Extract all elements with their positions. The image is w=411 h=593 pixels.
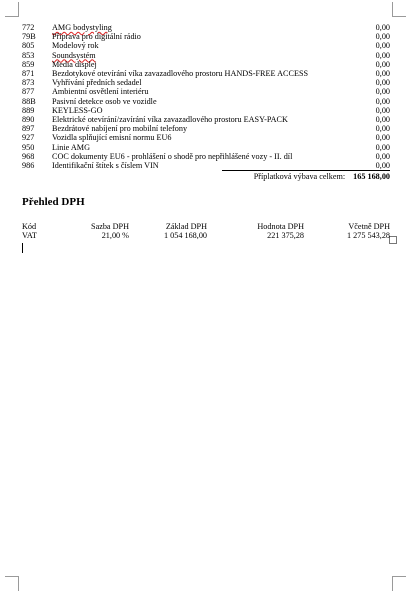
equipment-code: 877 — [22, 87, 35, 97]
vat-code: VAT — [22, 231, 37, 241]
equipment-code: 853 — [22, 50, 35, 60]
equipment-description — [52, 23, 354, 32]
equipment-description — [52, 106, 354, 115]
crop-mark-tr-h — [392, 16, 406, 17]
equipment-price: 0,00 — [375, 69, 390, 79]
equipment-row — [22, 124, 390, 133]
equipment-price: 0,00 — [375, 151, 390, 161]
equipment-row — [22, 23, 390, 32]
equipment-code: 927 — [22, 133, 35, 143]
equipment-description — [52, 97, 354, 106]
equipment-code: 897 — [22, 124, 35, 134]
vat-header-row — [22, 222, 390, 231]
vat-base: 1 054 168,00 — [164, 231, 207, 241]
crop-mark-tr-v — [392, 2, 393, 16]
equipment-code: 859 — [22, 59, 35, 69]
equipment-description-text: Modelový rok — [52, 41, 99, 51]
equipment-code: 88B — [22, 96, 36, 106]
equipment-description-text: Linie AMG — [52, 142, 90, 152]
crop-mark-br-v — [392, 577, 393, 591]
crop-mark-bl-v — [18, 577, 19, 591]
equipment-row — [22, 106, 390, 115]
equipment-description-text: Vyhřívání předních sedadel — [52, 78, 142, 88]
equipment-description — [52, 69, 354, 78]
text-cursor — [22, 243, 23, 253]
paragraph-mark-box — [389, 236, 397, 244]
equipment-description — [52, 51, 354, 60]
equipment-price: 0,00 — [375, 115, 390, 125]
equipment-description — [52, 115, 354, 124]
equipment-description — [52, 161, 354, 170]
vat-header-amount: Hodnota DPH — [257, 222, 304, 232]
equipment-description — [52, 133, 354, 142]
equipment-price: 0,00 — [375, 161, 390, 171]
equipment-price: 0,00 — [375, 50, 390, 60]
equipment-description-text: Media displej — [52, 59, 97, 69]
equipment-row — [22, 60, 390, 69]
equipment-price: 0,00 — [375, 23, 390, 32]
crop-mark-tl-h — [5, 16, 19, 17]
equipment-row — [22, 87, 390, 96]
equipment-description — [52, 78, 354, 87]
vat-total: 1 275 543,28 — [347, 231, 390, 241]
equipment-code: 805 — [22, 41, 35, 51]
equipment-code: 772 — [22, 23, 35, 32]
equipment-price: 0,00 — [375, 124, 390, 134]
equipment-description-text: AMG bodystyling — [52, 23, 112, 32]
equipment-row — [22, 133, 390, 142]
equipment-code: 871 — [22, 69, 35, 79]
equipment-row — [22, 41, 390, 50]
equipment-description — [52, 60, 354, 69]
vat-header-base: Základ DPH — [165, 222, 207, 232]
equipment-price: 0,00 — [375, 105, 390, 115]
equipment-description-text: Identifikační štítek s číslem VIN — [52, 161, 159, 171]
crop-mark-bl-h — [5, 576, 19, 577]
equipment-price: 0,00 — [375, 142, 390, 152]
equipment-row — [22, 161, 390, 170]
vat-table — [22, 222, 390, 240]
equipment-description — [52, 152, 354, 161]
equipment-list — [22, 23, 390, 170]
document-page — [22, 23, 390, 253]
equipment-code: 986 — [22, 161, 35, 171]
equipment-price: 0,00 — [375, 87, 390, 97]
equipment-price: 0,00 — [375, 96, 390, 106]
equipment-row — [22, 32, 390, 41]
crop-mark-tl-v — [18, 2, 19, 16]
equipment-description-text: COC dokumenty EU6 - prohlášení o shodě pro nepřihlášené vozy - II. díl — [52, 151, 293, 161]
total-value: 165 168,00 — [353, 172, 390, 182]
vat-data-row — [22, 231, 390, 240]
equipment-code: 79B — [22, 32, 36, 42]
equipment-row — [22, 115, 390, 124]
equipment-price: 0,00 — [375, 41, 390, 51]
equipment-price: 0,00 — [375, 32, 390, 42]
vat-header-code: Kód — [22, 222, 37, 232]
equipment-row — [22, 143, 390, 152]
equipment-description — [52, 143, 354, 152]
equipment-description-text: Soundsystém — [52, 50, 96, 60]
crop-mark-br-h — [392, 576, 406, 577]
equipment-price: 0,00 — [375, 59, 390, 69]
equipment-row — [22, 69, 390, 78]
total-label: Příplatková výbava celkem: — [253, 172, 346, 182]
equipment-description — [52, 124, 354, 133]
equipment-code: 890 — [22, 115, 35, 125]
equipment-price: 0,00 — [375, 133, 390, 143]
equipment-code: 873 — [22, 78, 35, 88]
equipment-price: 0,00 — [375, 78, 390, 88]
equipment-description — [52, 87, 354, 96]
total-row — [22, 170, 390, 182]
vat-header-rate: Sazba DPH — [91, 222, 129, 232]
equipment-description-text: KEYLESS-GO — [52, 105, 103, 115]
equipment-row — [22, 51, 390, 60]
equipment-description-text: Bezdotykové otevírání víka zavazadlového prostoru HANDS-FREE ACCESS — [52, 69, 309, 79]
equipment-description-text: Vozidla splňující emisní normu EU6 — [52, 133, 172, 143]
equipment-row — [22, 97, 390, 106]
equipment-row — [22, 78, 390, 87]
equipment-description-text: Bezdrátové nabíjení pro mobilní telefony — [52, 124, 188, 134]
equipment-description — [52, 32, 354, 41]
equipment-description-text: Příprava pro digitální rádio — [52, 32, 141, 42]
equipment-code: 889 — [22, 105, 35, 115]
equipment-description — [52, 41, 354, 50]
equipment-description-text: Pasivní detekce osob ve vozidle — [52, 96, 157, 106]
vat-header-total: Včetně DPH — [348, 222, 390, 232]
equipment-code: 968 — [22, 151, 35, 161]
equipment-description-text: Elektrické otevírání/zavírání víka zavazadlového prostoru EASY-PACK — [52, 115, 288, 125]
equipment-description-text: Ambientní osvětlení interiéru — [52, 87, 149, 97]
vat-rate: 21,00 % — [101, 231, 129, 241]
vat-section-title: Přehled DPH — [22, 196, 85, 209]
equipment-row — [22, 152, 390, 161]
equipment-code: 950 — [22, 142, 35, 152]
vat-amount: 221 375,28 — [267, 231, 304, 241]
